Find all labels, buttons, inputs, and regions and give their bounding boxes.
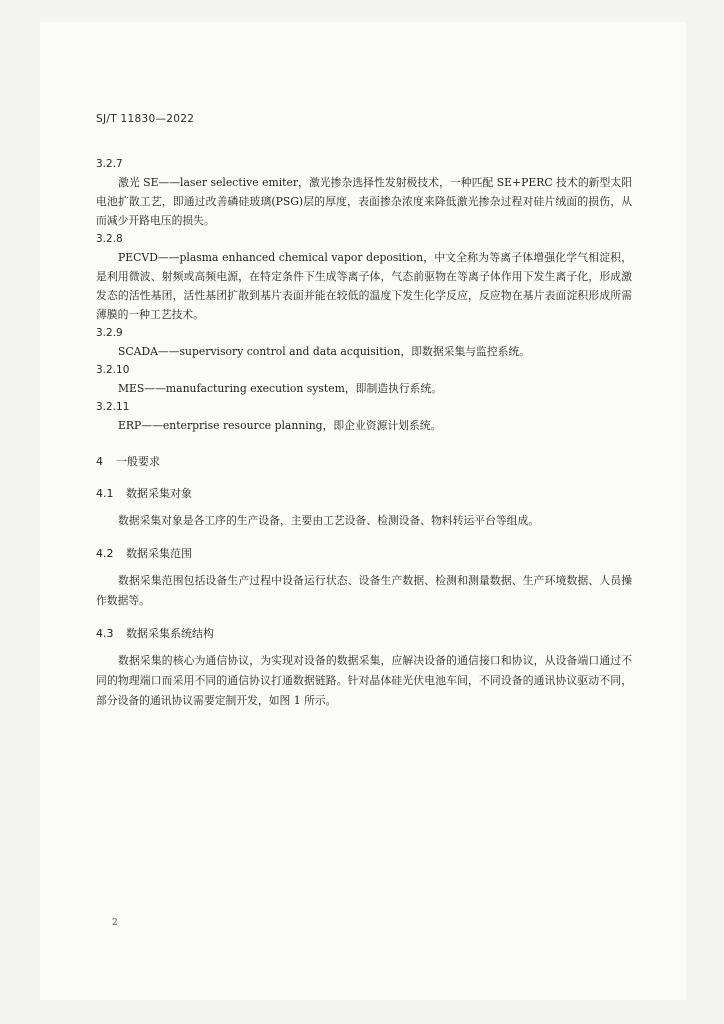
subsection-number: 4.1 <box>96 487 114 500</box>
subsection-title: 数据采集系统结构 <box>126 627 214 640</box>
subsection-number: 4.3 <box>96 627 114 640</box>
subsection-title: 数据采集范围 <box>126 547 192 560</box>
clause-number: 3.2.8 <box>96 233 123 245</box>
subsection-heading <box>96 485 632 503</box>
definition-text: PECVD——plasma enhanced chemical vapor deposition，中文全称为等离子体增强化学气相淀积，是利用微波、射频或高频电源，在特定条件下生成等离子体，气态前驱物在等离子体作用下发生离子化，形成激发态的活性基团，活性基团扩散到基片表面并能在较低的温度下发生化学反应，反应物在基片表面淀积形成所需薄膜的一种工艺技术。 <box>96 251 632 321</box>
subsection-title: 数据采集对象 <box>126 487 192 500</box>
subsection-paragraph: 数据采集的核心为通信协议，为实现对设备的数据采集，应解决设备的通信接口和协议，从设备端口通过不同的物理端口而采用不同的通信协议打通数据链路。针对晶体硅光伏电池车间，不同设备的通讯协议驱动不同，部分设备的通讯协议需要定制开发，如图 1 所示。 <box>96 654 632 707</box>
section-heading <box>96 453 632 471</box>
definition-text: ERP——enterprise resource planning，即企业资源计划系统。 <box>118 419 442 432</box>
document-number-header: SJ/T 11830—2022 <box>96 113 195 125</box>
clause-number: 3.2.7 <box>96 158 123 170</box>
subsection-heading <box>96 545 632 563</box>
subsection-number: 4.2 <box>96 547 114 560</box>
clause-number: 3.2.10 <box>96 364 130 376</box>
definition-text: 激光 SE——laser selective emiter，激光掺杂选择性发射极技术，一种匹配 SE+PERC 技术的新型太阳电池扩散工艺，即通过改善磷硅玻璃(PSG)层的厚度，表面掺杂浓度来降低激光掺杂过程对硅片绒面的损伤，从而减少开路电压的损失。 <box>96 176 632 227</box>
subsection-paragraph: 数据采集对象是各工序的生产设备，主要由工艺设备、检测设备、物料转运平台等组成。 <box>118 514 540 527</box>
page-number: 2 <box>112 918 118 928</box>
definition-text: SCADA——supervisory control and data acquisition，即数据采集与监控系统。 <box>118 345 531 358</box>
definition-text: MES——manufacturing execution system，即制造执行系统。 <box>118 382 443 395</box>
subsection-heading <box>96 625 632 643</box>
document-body <box>96 156 632 722</box>
section-number: 4 <box>96 455 103 468</box>
section-title: 一般要求 <box>116 455 160 468</box>
subsection-paragraph: 数据采集范围包括设备生产过程中设备运行状态、设备生产数据、检测和测量数据、生产环境数据、人员操作数据等。 <box>96 574 632 607</box>
clause-number: 3.2.11 <box>96 401 130 413</box>
clause-number: 3.2.9 <box>96 327 123 339</box>
